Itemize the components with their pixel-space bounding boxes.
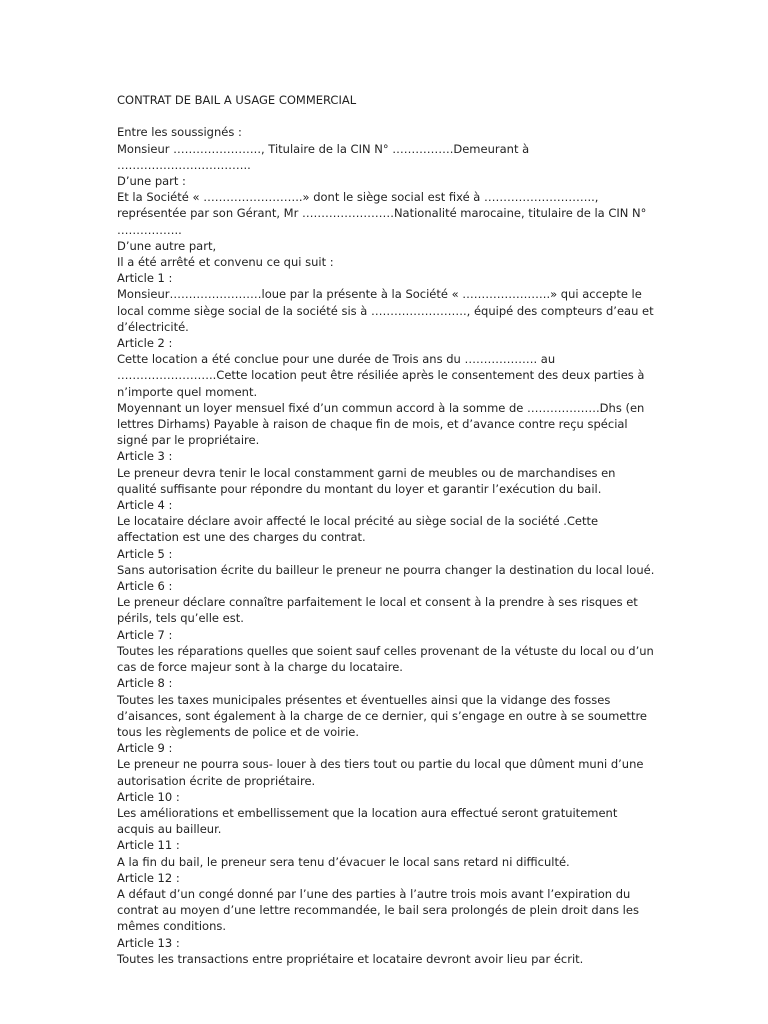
document-paragraph: Toutes les réparations quelles que soient sauf celles provenant de la vétuste du local ou d’un cas de force majeur sont à la charge du locataire. <box>117 643 658 675</box>
document-paragraph: représentée par son Gérant, Mr ……………………Nationalité marocaine, titulaire de la CIN N° …………….. <box>117 206 651 237</box>
document-paragraph: Moyennant un loyer mensuel fixé d’un commun accord à la somme de ……………….Dhs (en lettres Dirhams) Payable à raison de chaque fin de mois, et d’avance contre reçu spécial signé par le propriétaire. <box>117 400 648 448</box>
document-paragraph: Monsieur ………………….., Titulaire de la CIN N° …………….Demeurant à …………………………….. <box>117 141 533 172</box>
document-paragraph: Le preneur ne pourra sous- louer à des tiers tout ou partie du local que dûment muni d’une autorisation écrite de propriétaire. <box>117 757 648 788</box>
article-heading: Article 1 : <box>117 271 173 286</box>
document-paragraph: Cette location a été conclue pour une durée de Trois ans du ………………. au ……………………..Cette location peut être résiliée après le consentement des deux parties à n’importe quel moment. <box>117 352 649 399</box>
article-heading: Article 3 : <box>117 449 173 464</box>
article-heading: Article 13 : <box>117 935 180 950</box>
document-paragraph: Sans autorisation écrite du bailleur le preneur ne pourra changer la destination du local loué. <box>117 562 655 577</box>
article-heading: Article 12 : <box>117 870 180 885</box>
article-heading: Article 10 : <box>117 789 180 804</box>
article-heading: Article 8 : <box>117 676 173 691</box>
article-heading: Article 7 : <box>117 627 173 642</box>
document-paragraph: Toutes les taxes municipales présentes et éventuelles ainsi que la vidange des fosses d’aisances, sont également à la charge de ce dernier, qui s’engage en outre à se soumettre tous les règlements de police et de voirie. <box>117 692 651 739</box>
document-paragraph: A la fin du bail, le preneur sera tenu d’évacuer le local sans retard ni difficulté. <box>117 854 570 869</box>
document-paragraph: Entre les soussignés : <box>117 125 242 140</box>
document-paragraph: D’une autre part, <box>117 238 217 253</box>
document-paragraph: Monsieur……………………loue par la présente à la Société « …………………..» qui accepte le local comme siège social de la société sis à ……………………., équipé des compteurs d’eau et d’électricité. <box>117 287 658 334</box>
article-heading: Article 11 : <box>117 838 180 853</box>
article-heading: Article 6 : <box>117 579 173 594</box>
document-paragraph: Il a été arrêté et convenu ce qui suit : <box>117 255 334 270</box>
document-paragraph: A défaut d’un congé donné par l’une des parties à l’autre trois mois avant l’expiration du contrat au moyen d’une lettre recommandée, le bail sera prolongés de plein droit dans les mêmes conditions. <box>117 886 643 934</box>
article-heading: Article 2 : <box>117 336 173 351</box>
document-paragraph: D’une part : <box>117 174 186 188</box>
document-paragraph: Et la Société « ……………………..» dont le siège social est fixé à ……………………….., <box>117 190 599 205</box>
document-paragraph: Le preneur déclare connaître parfaitement le local et consent à la prendre à ses risques et périls, tels qu’elle est. <box>117 595 642 626</box>
article-heading: Article 5 : <box>117 546 173 561</box>
document-paragraph: Le preneur devra tenir le local constamment garni de meubles ou de marchandises en qualité suffisante pour répondre du montant du loyer et garantir l’exécution du bail. <box>117 465 620 496</box>
document-paragraph: Le locataire déclare avoir affecté le local précité au siège social de la société .Cette affectation est une des charges du contrat. <box>117 514 602 545</box>
document-paragraph: Les améliorations et embellissement que la location aura effectué seront gratuitement acquis au bailleur. <box>117 805 622 837</box>
article-heading: Article 4 : <box>117 498 173 513</box>
document-title: CONTRAT DE BAIL A USAGE COMMERCIAL <box>117 93 357 107</box>
document-paragraph: Toutes les transactions entre propriétaire et locataire devront avoir lieu par écrit. <box>117 951 584 966</box>
document-page <box>117 92 657 967</box>
article-heading: Article 9 : <box>117 741 173 756</box>
document-body <box>117 124 657 967</box>
